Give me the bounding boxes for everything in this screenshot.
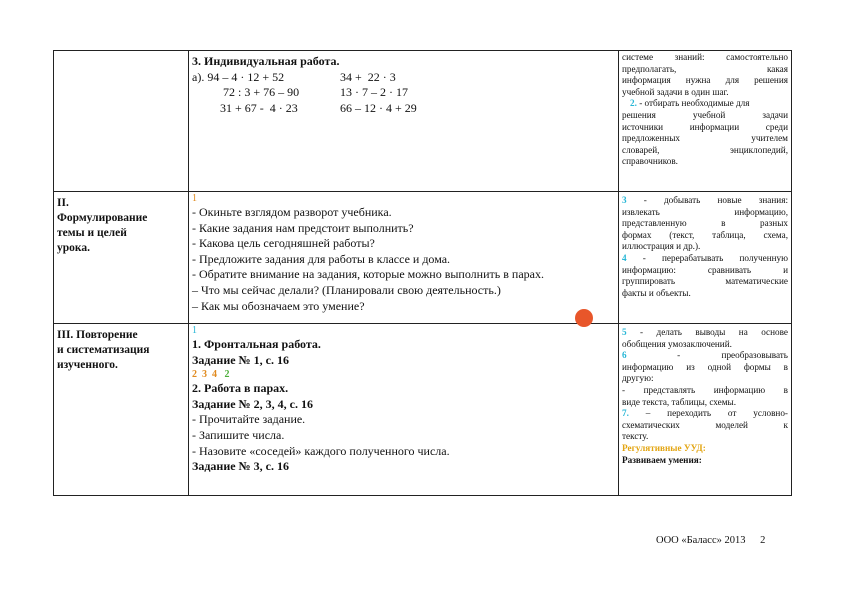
activity-cell bbox=[189, 51, 619, 192]
skills-cell bbox=[619, 51, 792, 192]
prompt-line: - Какова цель сегодняшней работы? bbox=[192, 236, 375, 251]
prompt-line: – Как мы обозначаем это умение? bbox=[192, 298, 365, 313]
prompt-line: - Назовите «соседей» каждого полученного числа. bbox=[192, 443, 450, 458]
lesson-table bbox=[53, 50, 792, 496]
stage-title: урока. bbox=[57, 242, 90, 254]
table-row bbox=[54, 192, 792, 324]
skill-number: 7. bbox=[622, 408, 629, 419]
activity-cell bbox=[189, 192, 619, 324]
skill-line: формах (текст, таблица, схема, bbox=[622, 229, 788, 240]
skills-cell bbox=[619, 192, 792, 324]
uud-marker: 1 bbox=[192, 193, 197, 204]
skill-line: предложенных учителем bbox=[622, 133, 788, 144]
skill-line: другую: bbox=[622, 373, 654, 384]
skill-text: - преобразовывать bbox=[626, 350, 788, 361]
skill-number: 2. bbox=[630, 98, 637, 109]
skill-line: группировать математические bbox=[622, 276, 788, 287]
activity-cell bbox=[189, 324, 619, 496]
skill-line: иллюстрация и др.). bbox=[622, 241, 701, 252]
stage-title: III. Повторение bbox=[57, 329, 138, 341]
expression: 34 + 22 · 3 bbox=[340, 69, 396, 84]
skill-line bbox=[622, 408, 788, 420]
footer-org: ООО «Баласс» 2013 bbox=[656, 535, 746, 546]
skill-text: – переходить от условно- bbox=[628, 408, 788, 419]
skills-heading: Развиваем умения: bbox=[622, 454, 702, 465]
prompt-line: – Что мы сейчас делали? (Планировали свою деятельность.) bbox=[192, 282, 501, 297]
uud-marker: 2 bbox=[192, 369, 197, 381]
skill-text: - добывать новые знания: bbox=[626, 195, 788, 205]
stage-cell bbox=[54, 192, 189, 324]
prompt-line: - Окиньте взглядом разворот учебника. bbox=[192, 205, 392, 219]
skill-text: - отбирать необходимые для bbox=[636, 98, 750, 109]
skill-line bbox=[622, 98, 788, 110]
skill-line: информацию: сравнивать и bbox=[622, 264, 788, 275]
expression: 66 – 12 · 4 + 29 bbox=[340, 100, 417, 115]
skill-line: - представлять информацию в bbox=[622, 384, 788, 395]
uud-marker: 1 bbox=[192, 325, 197, 336]
stage-cell bbox=[54, 324, 189, 496]
skill-number: 4 bbox=[622, 252, 627, 263]
uud-marker: 4 bbox=[212, 369, 217, 381]
annotation-dot bbox=[575, 309, 593, 327]
expression-row bbox=[192, 101, 615, 117]
skill-text: - делать выводы на основе bbox=[626, 327, 788, 337]
skill-number: 6 bbox=[622, 350, 627, 361]
table-row bbox=[54, 51, 792, 192]
skill-line: словарей, энциклопедий, bbox=[622, 144, 788, 155]
task-title: 2. Работа в парах. bbox=[192, 381, 289, 396]
stage-title: Формулирование bbox=[57, 212, 148, 224]
stage-title: темы и целей bbox=[57, 227, 127, 239]
skill-line: виде текста, таблицы, схемы. bbox=[622, 396, 737, 407]
task-ref: Задание № 2, 3, 4, с. 16 bbox=[192, 396, 313, 411]
skill-line: справочников. bbox=[622, 156, 678, 167]
expression: 31 + 67 - 4 · 23 bbox=[208, 100, 298, 115]
uud-marker: 2 bbox=[224, 369, 230, 381]
prompt-line: - Обратите внимание на задания, которые можно выполнить в парах. bbox=[192, 267, 544, 282]
skill-line: системе знаний: самостоятельно bbox=[622, 52, 788, 62]
skill-line: решения учебной задачи bbox=[622, 109, 788, 120]
skill-line bbox=[622, 253, 788, 265]
skill-line: информация нужна для решения bbox=[622, 75, 788, 86]
uud-markers bbox=[192, 368, 615, 381]
uud-marker: 3 bbox=[202, 369, 207, 381]
skill-line: извлекать информацию, bbox=[622, 206, 788, 217]
skill-number: 3 bbox=[622, 195, 627, 205]
skill-line bbox=[622, 350, 788, 362]
expression: 72 : 3 + 76 – 90 bbox=[208, 85, 300, 99]
skill-line: представленную в разных bbox=[622, 218, 788, 229]
task-ref: Задание № 3, с. 16 bbox=[192, 459, 289, 474]
task-ref: Задание № 1, с. 16 bbox=[192, 352, 289, 367]
task-title: 3. Индивидуальная работа. bbox=[192, 54, 340, 68]
skills-cell bbox=[619, 324, 792, 496]
skill-line bbox=[622, 195, 788, 207]
prompt-line: - Запишите числа. bbox=[192, 427, 285, 442]
stage-title: и систематизация bbox=[57, 344, 150, 356]
skill-number: 5 bbox=[622, 327, 627, 337]
prompt-line: - Прочитайте задание. bbox=[192, 412, 306, 427]
skill-line: учебной задачи в один шаг. bbox=[622, 86, 729, 97]
skill-line: информацию из одной формы в bbox=[622, 361, 788, 372]
prompt-line: - Предложите задания для работы в классе и дома. bbox=[192, 251, 451, 266]
stage-cell-empty bbox=[54, 51, 189, 192]
stage-number: II. bbox=[57, 197, 69, 209]
prompt-line: - Какие задания нам предстоит выполнить? bbox=[192, 220, 414, 235]
skill-line: факты и объекты. bbox=[622, 287, 691, 298]
expression-row bbox=[192, 85, 615, 101]
expression: 13 · 7 – 2 · 17 bbox=[340, 85, 408, 99]
expression: а). 94 – 4 · 12 + 52 bbox=[192, 69, 285, 84]
skill-line bbox=[622, 327, 788, 339]
stage-title: изученного. bbox=[57, 359, 118, 371]
task-title: 1. Фронтальная работа. bbox=[192, 337, 321, 351]
regulatory-heading: Регулятивные УУД: bbox=[622, 442, 706, 453]
skill-line: предполагать, какая bbox=[622, 63, 788, 74]
skill-line: тексту. bbox=[622, 431, 649, 442]
skill-line: обобщения умозаключений. bbox=[622, 338, 732, 349]
expression-row bbox=[192, 70, 615, 86]
skill-line: источники информации среди bbox=[622, 121, 788, 132]
page-footer bbox=[656, 535, 765, 546]
table-row bbox=[54, 324, 792, 496]
skill-line: схематических моделей к bbox=[622, 419, 788, 430]
page-number: 2 bbox=[760, 535, 766, 546]
skill-text: - перерабатывать полученную bbox=[626, 252, 788, 263]
